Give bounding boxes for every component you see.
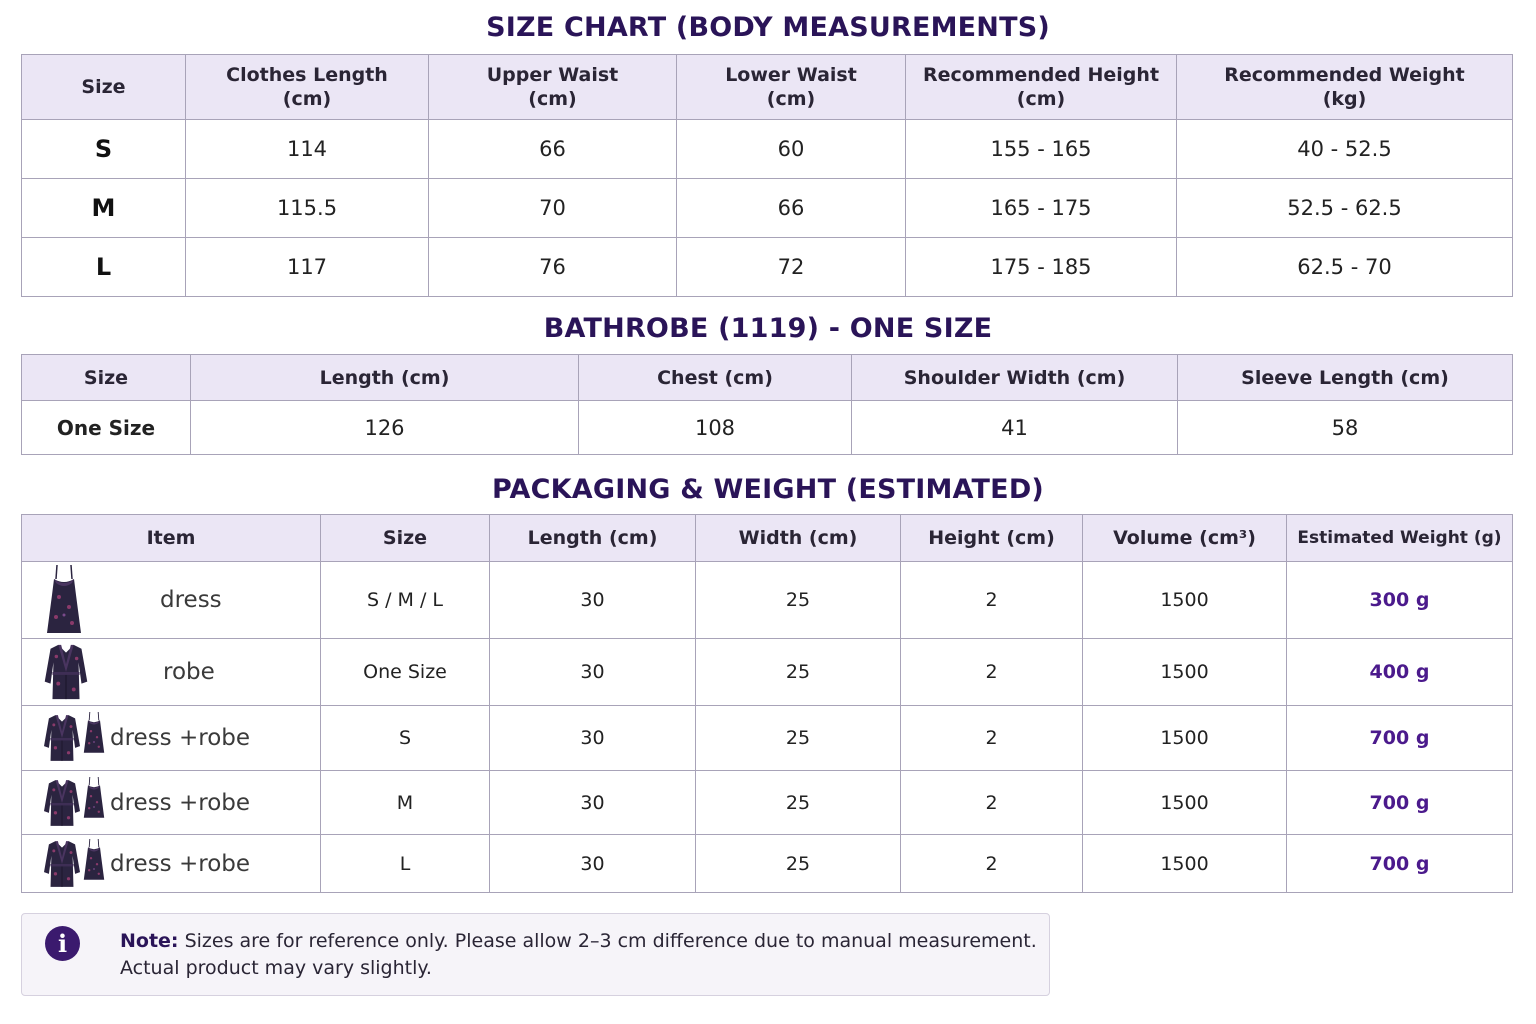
- dress-robe-thumbnail: [44, 776, 106, 830]
- note-text: [120, 928, 1040, 982]
- table-row: [22, 179, 1513, 238]
- robe-thumbnail: [44, 643, 88, 701]
- header-height: Height (cm): [901, 515, 1083, 562]
- header-estimated-weight: Estimated Weight (g): [1287, 515, 1513, 562]
- size-chart-table: [21, 54, 1513, 297]
- cell-upper-waist: 66: [429, 120, 677, 179]
- header-recommended-height: Recommended Height (cm): [906, 55, 1177, 120]
- cell-recommended-weight: 52.5 - 62.5: [1177, 179, 1513, 238]
- cell-height: 2: [901, 771, 1083, 835]
- dress-robe-thumbnail: [44, 839, 106, 889]
- dress-icon: [82, 776, 106, 820]
- cell-sleeve-length: 58: [1178, 401, 1513, 455]
- header-recommended-weight: Recommended Weight (kg): [1177, 55, 1513, 120]
- robe-icon: [44, 711, 80, 765]
- table-row: [22, 639, 1513, 706]
- robe-icon: [44, 839, 80, 889]
- cell-width: 25: [696, 706, 901, 771]
- header-item: Item: [22, 515, 321, 562]
- header-size: Size: [321, 515, 490, 562]
- table-row: [22, 706, 1513, 771]
- cell-length: 30: [490, 706, 696, 771]
- item-cell: [22, 639, 321, 706]
- header-clothes-length: Clothes Length (cm): [186, 55, 429, 120]
- cell-height: 2: [901, 706, 1083, 771]
- size-chart-title: SIZE CHART (BODY MEASUREMENTS): [486, 12, 1050, 43]
- cell-weight: 700 g: [1287, 706, 1513, 771]
- cell-height: 2: [901, 639, 1083, 706]
- cell-recommended-weight: 40 - 52.5: [1177, 120, 1513, 179]
- size-label: M: [22, 179, 186, 238]
- cell-width: 25: [696, 562, 901, 639]
- item-label: dress: [160, 587, 222, 613]
- item-cell: [22, 706, 321, 771]
- cell-size: L: [321, 835, 490, 893]
- table-row: [22, 771, 1513, 835]
- cell-length: 30: [490, 562, 696, 639]
- cell-weight: 700 g: [1287, 771, 1513, 835]
- cell-size: M: [321, 771, 490, 835]
- header-chest: Chest (cm): [579, 355, 852, 401]
- cell-size: S / M / L: [321, 562, 490, 639]
- cell-recommended-height: 175 - 185: [906, 238, 1177, 297]
- table-row: [22, 562, 1513, 639]
- cell-lower-waist: 66: [677, 179, 906, 238]
- packaging-header-row: [22, 515, 1513, 562]
- table-row: [22, 401, 1513, 455]
- cell-width: 25: [696, 835, 901, 893]
- header-length: Length (cm): [191, 355, 579, 401]
- header-size: Size: [22, 55, 186, 120]
- size-label: One Size: [22, 401, 191, 455]
- header-sleeve-length: Sleeve Length (cm): [1178, 355, 1513, 401]
- cell-recommended-height: 165 - 175: [906, 179, 1177, 238]
- note-label: Note:: [120, 930, 179, 952]
- cell-volume: 1500: [1083, 639, 1287, 706]
- item-cell: [22, 771, 321, 835]
- item-cell: [22, 562, 321, 639]
- size-label: S: [22, 120, 186, 179]
- cell-width: 25: [696, 771, 901, 835]
- dress-icon: [44, 565, 84, 635]
- cell-recommended-height: 155 - 165: [906, 120, 1177, 179]
- dress-icon: [82, 839, 106, 881]
- cell-length: 30: [490, 639, 696, 706]
- cell-volume: 1500: [1083, 706, 1287, 771]
- bathrobe-header-row: [22, 355, 1513, 401]
- cell-length: 30: [490, 835, 696, 893]
- header-width: Width (cm): [696, 515, 901, 562]
- packaging-table: [21, 514, 1513, 893]
- robe-icon: [44, 776, 80, 830]
- header-lower-waist: Lower Waist (cm): [677, 55, 906, 120]
- cell-recommended-weight: 62.5 - 70: [1177, 238, 1513, 297]
- packaging-title: PACKAGING & WEIGHT (ESTIMATED): [492, 474, 1044, 505]
- cell-volume: 1500: [1083, 771, 1287, 835]
- note-line-1: Sizes are for reference only. Please allow 2–3 cm difference due to manual measurement.: [178, 930, 1037, 952]
- header-shoulder-width: Shoulder Width (cm): [852, 355, 1178, 401]
- table-row: [22, 120, 1513, 179]
- cell-weight: 400 g: [1287, 639, 1513, 706]
- size-label: L: [22, 238, 186, 297]
- cell-upper-waist: 76: [429, 238, 677, 297]
- table-row: [22, 238, 1513, 297]
- header-upper-waist: Upper Waist (cm): [429, 55, 677, 120]
- dress-thumbnail: [44, 565, 84, 635]
- note-line-2: Actual product may vary slightly.: [120, 957, 432, 979]
- cell-length: 30: [490, 771, 696, 835]
- item-label: robe: [163, 659, 215, 685]
- robe-icon: [44, 643, 88, 701]
- cell-clothes-length: 115.5: [186, 179, 429, 238]
- item-label: dress +robe: [110, 850, 251, 877]
- size-chart-header-row: [22, 55, 1513, 120]
- info-icon: i: [45, 926, 80, 961]
- dress-icon: [82, 711, 106, 755]
- cell-weight: 700 g: [1287, 835, 1513, 893]
- cell-height: 2: [901, 562, 1083, 639]
- cell-upper-waist: 70: [429, 179, 677, 238]
- cell-length: 126: [191, 401, 579, 455]
- cell-size: S: [321, 706, 490, 771]
- cell-volume: 1500: [1083, 562, 1287, 639]
- cell-height: 2: [901, 835, 1083, 893]
- cell-volume: 1500: [1083, 835, 1287, 893]
- bathrobe-title: BATHROBE (1119) - ONE SIZE: [543, 313, 993, 344]
- item-label: dress +robe: [110, 789, 251, 816]
- cell-clothes-length: 117: [186, 238, 429, 297]
- dress-robe-thumbnail: [44, 711, 106, 765]
- note-box: [21, 913, 1050, 996]
- bathrobe-table: [21, 354, 1513, 455]
- cell-size: One Size: [321, 639, 490, 706]
- header-size: Size: [22, 355, 191, 401]
- cell-shoulder-width: 41: [852, 401, 1178, 455]
- cell-lower-waist: 72: [677, 238, 906, 297]
- cell-lower-waist: 60: [677, 120, 906, 179]
- header-length: Length (cm): [490, 515, 696, 562]
- table-row: [22, 835, 1513, 893]
- cell-chest: 108: [579, 401, 852, 455]
- cell-width: 25: [696, 639, 901, 706]
- cell-clothes-length: 114: [186, 120, 429, 179]
- header-volume: Volume (cm³): [1083, 515, 1287, 562]
- cell-weight: 300 g: [1287, 562, 1513, 639]
- item-cell: [22, 835, 321, 893]
- item-label: dress +robe: [110, 725, 251, 751]
